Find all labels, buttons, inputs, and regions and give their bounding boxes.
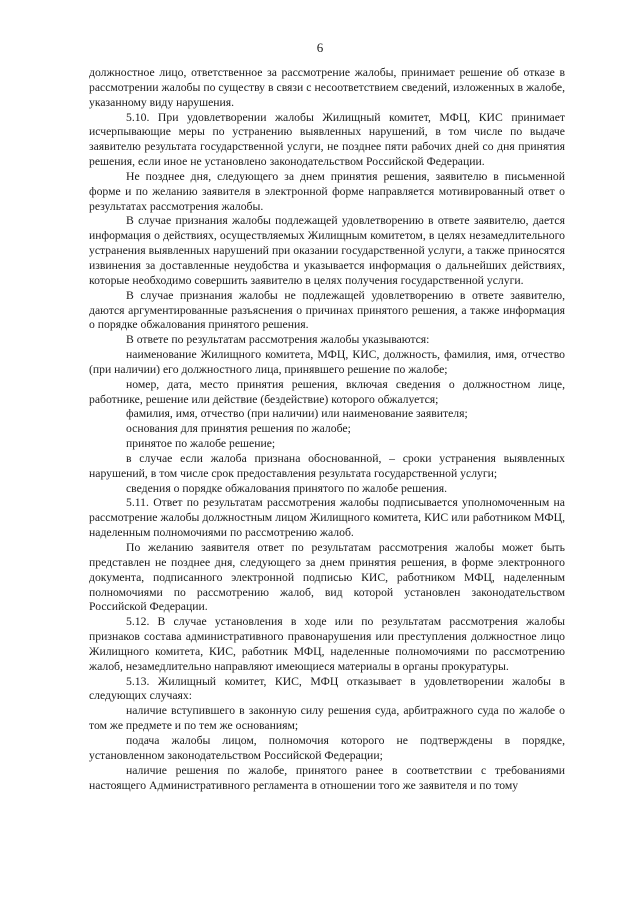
paragraph: Не позднее дня, следующего за днем принятия решения, заявителю в письменной форме и по желанию заявителя в электронной форме направляется мотивированный ответ о результатах рассмотрения жалобы. [89,169,565,213]
paragraph-5-12: 5.12. В случае установления в ходе или по результатам рассмотрения жалобы признаков состава административного правонарушения или преступления должностное лицо Жилищного комитета, КИС, работник МФЦ, наделенные полномочиями по рассмотрению жалоб, незамедлительно направляют имеющиеся материалы в органы прокуратуры. [89,615,565,673]
list-item: основания для принятия решения по жалобе; [126,422,351,436]
paragraph: По желанию заявителя ответ по результатам рассмотрения жалобы может быть представлен не позднее дня, следующего за днем принятия решения, в форме электронного документа, подписанного электронной подписью КИС, работником МФЦ, наделенным полномочиями по рассмотрению жалоб, вид которой установлен законодательством Российской Федерации. [89,541,565,614]
paragraph-continuation: должностное лицо, ответственное за рассмотрение жалобы, принимает решение об отказе в рассмотрении жалобы по существу в связи с несоответствием сведений, изложенных в жалобе, указанному виду нарушения. [89,66,565,109]
list-item: сведения о порядке обжалования принятого по жалобе решения. [126,481,448,495]
list-item: фамилия, имя, отчество (при наличии) или наименование заявителя; [126,407,468,421]
paragraph-5-11: 5.11. Ответ по результатам рассмотрения жалобы подписывается уполномоченным на рассмотрение жалобы должностным лицом Жилищного комитета, КИС или работником МФЦ, наделенным полномочиями по рассмотрению жалоб. [89,496,565,540]
list-item: наличие решения по жалобе, принятого ранее в соответствии с требованиями настоящего Административного регламента в отношении того же заявителя и по тому [89,763,565,792]
document-body [89,66,565,793]
paragraph: В случае признания жалобы подлежащей удовлетворению в ответе заявителю, дается информация о действиях, осуществляемых Жилищным комитетом, в целях незамедлительного устранения выявленных нарушений при оказании государственной услуги, а также приносятся извинения за доставленные неудобства и указывается информация о дальнейших действиях, которые необходимо совершить заявителю в целях получения государственной услуги. [89,214,565,287]
paragraph-5-13: 5.13. Жилищный комитет, КИС, МФЦ отказывает в удовлетворении жалобы в следующих случаях: [89,674,565,703]
list-item: в случае если жалоба признана обоснованной, – сроки устранения выявленных нарушений, в том числе срок предоставления результата государственной услуги; [89,451,565,480]
paragraph: В ответе по результатам рассмотрения жалобы указываются: [126,333,430,347]
list-item: номер, дата, место принятия решения, включая сведения о должностном лице, работнике, решение или действие (бездействие) которого обжалуется; [89,377,565,406]
paragraph: В случае признания жалобы не подлежащей удовлетворению в ответе заявителю, даются аргументированные разъяснения о причинах принятого решения, а также информация о порядке обжалования принятого решения. [89,288,565,332]
list-item: наименование Жилищного комитета, МФЦ, КИС, должность, фамилия, имя, отчество (при наличии) его должностного лица, принявшего решение по жалобе; [89,348,565,376]
page-number: 6 [316,40,324,55]
paragraph-5-10: 5.10. При удовлетворении жалобы Жилищный комитет, МФЦ, КИС принимает исчерпывающие меры по устранению выявленных нарушений, в том числе по выдаче заявителю результата государственной услуги, не позднее пяти рабочих дней со дня принятия решения, если иное не установлено законодательством Российской Федерации. [89,110,565,169]
list-item: подача жалобы лицом, полномочия которого не подтверждены в порядке, установленном законодательством Российской Федерации; [89,733,565,762]
list-item: наличие вступившего в законную силу решения суда, арбитражного суда по жалобе о том же предмете и по тем же основаниям; [89,704,565,733]
list-item: принятое по жалобе решение; [126,437,276,451]
